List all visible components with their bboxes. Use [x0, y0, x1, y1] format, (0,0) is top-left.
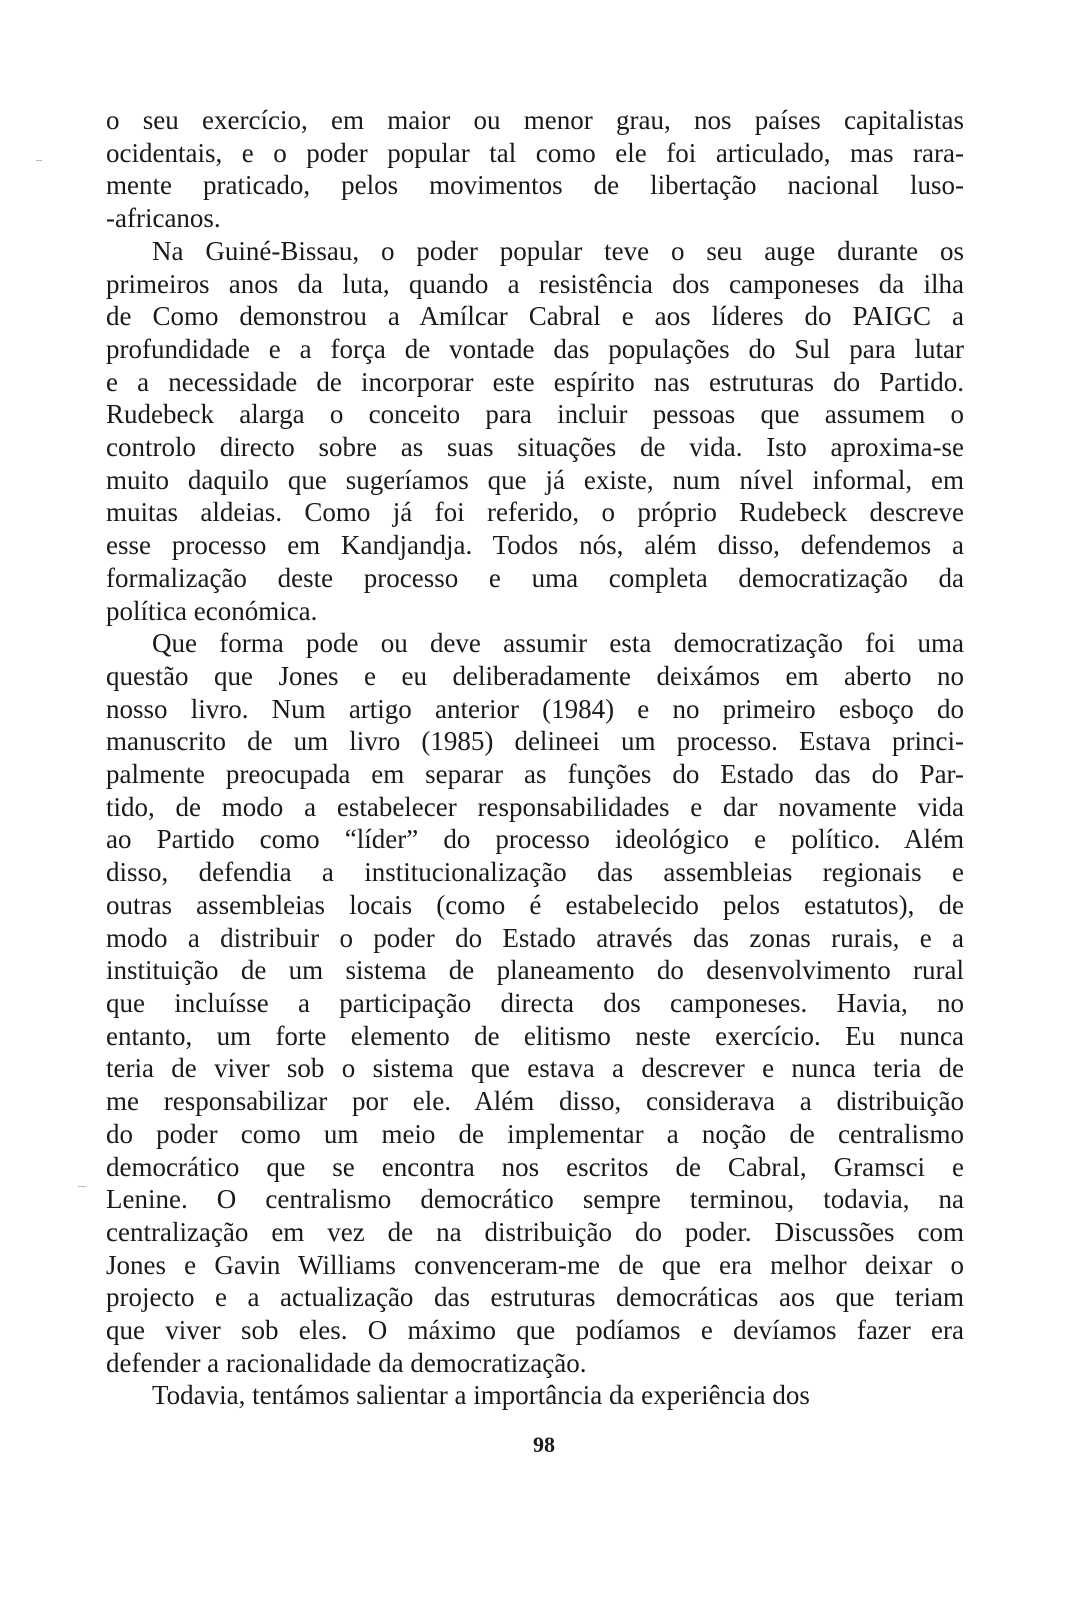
text-line: muito daquilo que sugeríamos que já existe, num nível informal, em [106, 464, 964, 495]
text-line: instituição de um sistema de planeamento do desenvolvimento rural [106, 955, 964, 986]
text-line: formalização deste processo e uma completa democratização da [106, 562, 964, 593]
text-line: Que forma pode ou deve assumir esta democratização foi uma [152, 628, 964, 659]
scan-speck [36, 160, 42, 161]
body-text [106, 104, 964, 1412]
text-line: que viver sob eles. O máximo que podíamos e devíamos fazer era [106, 1315, 964, 1346]
text-line: democrático que se encontra nos escritos de Cabral, Gramsci e [106, 1151, 964, 1182]
text-line: controlo directo sobre as suas situações de vida. Isto aproxima-se [106, 432, 964, 463]
paragraph [106, 1379, 964, 1412]
text-line: profundidade e a força de vontade das populações do Sul para lutar [106, 333, 964, 364]
text-line: outras assembleias locais (como é estabelecido pelos estatutos), de [106, 889, 964, 920]
text-line: Na Guiné-Bissau, o poder popular teve o seu auge durante os [152, 235, 964, 266]
scan-speck [78, 1186, 86, 1187]
text-line: defender a racionalidade da democratização. [106, 1347, 587, 1378]
text-line: esse processo em Kandjandja. Todos nós, além disso, defendemos a [106, 530, 964, 561]
text-line: Jones e Gavin Williams convenceram-me de que era melhor deixar o [106, 1249, 964, 1280]
text-line: -africanos. [106, 203, 221, 234]
paragraph [106, 235, 964, 627]
text-line: nosso livro. Num artigo anterior (1984) e no primeiro esboço do [106, 693, 964, 724]
text-line: Rudebeck alarga o conceito para incluir pessoas que assumem o [106, 399, 964, 430]
paragraph [106, 104, 964, 235]
text-line: mente praticado, pelos movimentos de libertação nacional luso- [106, 170, 964, 201]
text-line: muitas aldeias. Como já foi referido, o próprio Rudebeck descreve [106, 497, 964, 528]
text-line: política económica. [106, 595, 318, 626]
text-line: de Como demonstrou a Amílcar Cabral e aos líderes do PAIGC a [106, 301, 964, 332]
text-line: modo a distribuir o poder do Estado através das zonas rurais, e a [106, 922, 964, 953]
text-line: que incluísse a participação directa dos camponeses. Havia, no [106, 987, 964, 1018]
text-line: centralização em vez de na distribuição do poder. Discussões com [106, 1216, 964, 1247]
text-line: teria de viver sob o sistema que estava a descrever e nunca teria de [106, 1053, 964, 1084]
text-line: entanto, um forte elemento de elitismo neste exercício. Eu nunca [106, 1020, 964, 1051]
text-line: projecto e a actualização das estruturas democráticas aos que teriam [106, 1282, 964, 1313]
paragraph-list [106, 104, 964, 1412]
text-line: o seu exercício, em maior ou menor grau, nos países capitalistas [106, 105, 964, 135]
text-line: manuscrito de um livro (1985) delineei um processo. Estava princi- [106, 726, 964, 757]
text-line: do poder como um meio de implementar a noção de centralismo [106, 1118, 964, 1149]
text-line: primeiros anos da luta, quando a resistência dos camponeses da ilha [106, 268, 964, 299]
page-number: 98 [533, 1432, 555, 1457]
text-line: tido, de modo a estabelecer responsabilidades e dar novamente vida [106, 791, 964, 822]
text-line: ocidentais, e o poder popular tal como ele foi articulado, mas rara- [106, 137, 964, 168]
paragraph [106, 627, 964, 1379]
text-line: questão que Jones e eu deliberadamente deixámos em aberto no [106, 660, 964, 691]
text-line: palmente preocupada em separar as funções do Estado das do Par- [106, 759, 964, 790]
text-line: me responsabilizar por ele. Além disso, considerava a distribuição [106, 1086, 964, 1117]
text-line: e a necessidade de incorporar este espírito nas estruturas do Partido. [106, 366, 964, 397]
text-line: Todavia, tentámos salientar a importância da experiência dos [152, 1380, 810, 1411]
text-line: Lenine. O centralismo democrático sempre terminou, todavia, na [106, 1184, 964, 1215]
text-line: disso, defendia a institucionalização das assembleias regionais e [106, 857, 964, 888]
text-line: ao Partido como “líder” do processo ideológico e político. Além [106, 824, 964, 855]
